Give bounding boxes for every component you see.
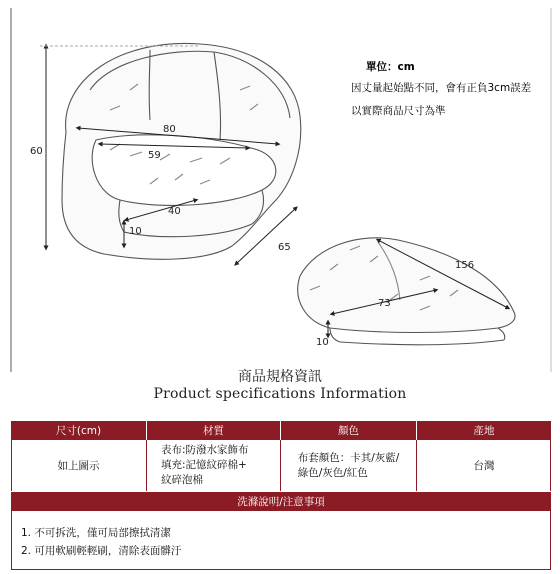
origin-text: 台灣 bbox=[473, 460, 495, 472]
dimension-seat-height: 10 bbox=[129, 226, 142, 237]
color-line: 綠色/灰色/紅色 bbox=[297, 466, 368, 479]
spec-title-chinese: 商品規格資訊 bbox=[238, 369, 322, 385]
care-item: 1. 不可拆洗，僅可局部擦拭清潔 bbox=[21, 527, 171, 539]
dimension-chair-height: 60 bbox=[30, 146, 43, 157]
header-color: 顏色 bbox=[281, 421, 416, 440]
chair-drawing bbox=[62, 43, 301, 259]
unit-label: 單位：cm bbox=[366, 61, 415, 73]
color-line: 布套顏色：卡其/灰藍/ bbox=[297, 451, 400, 464]
care-item: 2. 可用軟刷輕輕刷，清除表面髒汙 bbox=[21, 545, 182, 557]
size-text: 如上圖示 bbox=[57, 460, 100, 472]
header-size: 尺寸(cm) bbox=[11, 421, 146, 440]
dimension-seat-depth: 40 bbox=[168, 206, 181, 217]
care-header: 洗滌說明/注意事項 bbox=[11, 492, 551, 511]
dimension-cushion-width: 156 bbox=[455, 260, 475, 271]
material-line: 表布:防潑水家飾布 bbox=[161, 444, 249, 456]
material-line: 填充:記憶紋碎棉+ bbox=[161, 459, 247, 471]
header-material: 材質 bbox=[147, 421, 280, 440]
color-value bbox=[281, 440, 416, 491]
dimension-seat-width: 59 bbox=[148, 150, 161, 161]
dimension-cushion-thickness: 10 bbox=[316, 337, 329, 348]
dimension-cushion-depth: 73 bbox=[378, 298, 391, 309]
actual-size-note: 以實際商品尺寸為準 bbox=[351, 105, 446, 117]
cushion-drawing bbox=[298, 238, 515, 345]
spec-title-english: Product specifications Information bbox=[153, 386, 407, 402]
spec-table bbox=[11, 421, 551, 571]
size-value bbox=[11, 440, 146, 491]
dimension-chair-depth: 65 bbox=[278, 242, 291, 253]
material-line: 紋碎泡棉 bbox=[161, 474, 203, 486]
material-value bbox=[161, 440, 279, 491]
dimension-chair-width: 80 bbox=[163, 124, 176, 135]
measurement-note: 因丈量起始點不同，會有正負3cm誤差 bbox=[351, 82, 532, 94]
header-origin: 產地 bbox=[417, 421, 551, 440]
origin-value bbox=[417, 440, 551, 491]
